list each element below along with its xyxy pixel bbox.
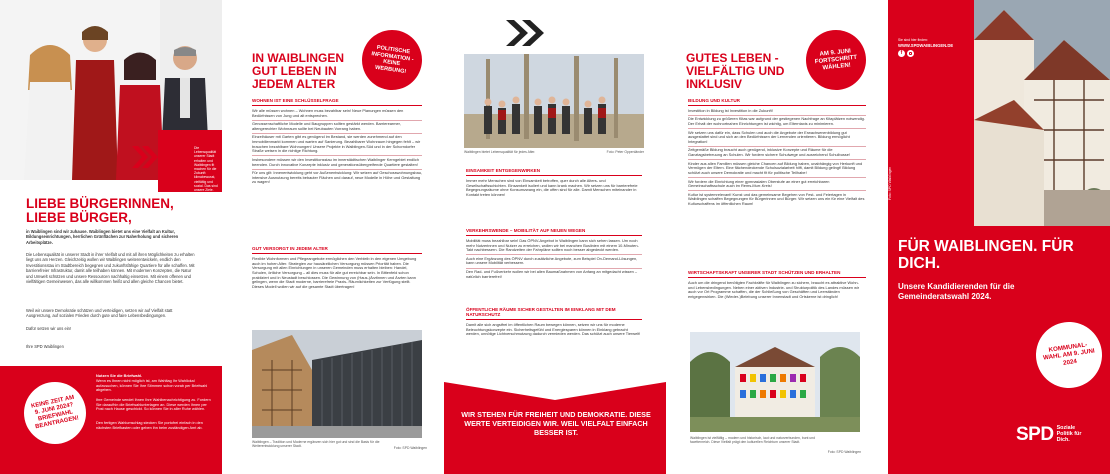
banner-text: WIR STEHEN FÜR FREIHEIT UND DEMOKRATIE. DIESE WERTE VERTEIDIGEN WIR. WEIL VIELFALT EINFACH BESSER IST.	[461, 410, 651, 437]
list-item: Für uns gilt: Innenentwicklung geht vor Außenentwicklung: Wir setzen auf Geschosswohnungsbau, intensive Ausnutzung bereits bebauter Flächen und darauf, neue Modelle in Höhe und Gestaltung zu wagen!	[252, 170, 422, 185]
list-item: Kultur ist systemrelevant! Kunst und das gemeinsame Begehen von Fest- und Feiertagen in Waiblingen schaffen Begegnungen für Bürgerinnen und Bürger. Wir setzen uns ein für eine Vielfalt des Kulturschaffens im öffentlichen Raum!	[688, 191, 865, 207]
briefwahl-box	[0, 366, 222, 474]
spd-logo-tagline: Soziale Politik für Dich.	[1056, 425, 1082, 443]
section-wohnen	[252, 98, 422, 187]
section-einsamkeit	[466, 168, 642, 199]
panel-education	[666, 0, 888, 474]
living-headline: IN WAIBLINGEN GUT LEBEN IN JEDEM ALTER	[252, 51, 344, 91]
list-item: Zeitgemäße Bildung braucht auch genügend, inklusive Konzepte und Räume für die Ganztagsbetreuung an Schulen. Wir fordern sichere Schulwege und ausreichend Schulbusse!	[688, 147, 866, 160]
spd-logo-text: SPD	[1016, 424, 1054, 445]
section-title: ÖFFENTLICHE RÄUME SICHER GESTALTEN IM EINKLANG MIT DEM NATURSCHUTZ	[466, 307, 642, 320]
colorful-building-photo	[690, 332, 860, 432]
info-badge	[358, 26, 426, 94]
list-item: Genossenschaftliche Modelle und Baugruppen sollten gestärkt werden. Barrierearmer, altengerechter Wohnraum sollte bei Neubauten Vorrang haben.	[252, 121, 422, 134]
intro-text: in Waiblingen sind wir zuhause. Waiblingen bietet uns eine Vielfalt an Kultur, Bildungseinrichtungen, herrlichen Grünflächen zur Naherholung und sicheren Arbeitsplätze.	[26, 229, 179, 245]
website-link[interactable]: WWW.SPDWAIBLINGEN.DE	[898, 43, 954, 48]
section-wirtschaft	[688, 270, 866, 301]
signature: Ihre SPD Waiblingen	[26, 344, 64, 349]
list-item: Auch eine Ergänzung des ÖPNV durch zusätzliche Angebote, zum Beispiel On-Demand-Lösungen, kann unsere Mobilität verbessern.	[466, 255, 642, 268]
body-paragraph-3: Dafür setzen wir uns ein!	[26, 326, 72, 331]
section-versorgt	[252, 246, 422, 291]
facebook-icon[interactable]: f	[898, 50, 905, 57]
cover-headline: FÜR WAIBLINGEN. FÜR DICH.	[898, 238, 1074, 272]
vote-badge-text: AM 9. JUNI FORTSCHRITT WÄHLEN!	[814, 47, 858, 71]
info-badge-text: POLITISCHE INFORMATION - KEINE WERBUNG!	[371, 44, 414, 75]
section-text: Flexible Wohnformen und Pflegeangebote ermöglichen den Verbleib in den eigenen Umgebung auch im hohen Alter. Strategien zur hausärztlichen Versorgung müssen Priorität haben. Die Versorgung mit allen Einrichtungen in unseren Gemeinden muss erhalten bleiben: Handel, Schulen, örtliche Versorgung – all dies muss für alle gut erreichbar sein. In Bittenfeld schon praktiziert und in Neustadt beschlossen. Die Gewinnung von (Haus-)Ärztinnen und Ärzten kann gelingen, wenn die Stadt moderne, barrierefreie Praxis- Räumlichkeiten zur Verfügung stellt. Dieses Modell wollen wir auf die gesamte Stadt übertragen!	[252, 255, 417, 290]
body-paragraph-2: Weil wir unsere Demokratie schätzen und verteidigen, setzen wir auf Vielfalt statt Ausgrenzung, auf sozialen Frieden durch gute und faire Lebensbedingungen.	[26, 308, 173, 319]
section-title: VERKEHRSWENDE – MOBILITÄT AUF NEUEN WEGEN	[466, 228, 642, 236]
list-item: Wir alle müssen wohnen – Wohnen muss bezahlbar sein! Neue Planungen müssen den Bedürfnissen von Jung und alt entsprechen.	[252, 108, 422, 121]
briefwahl-badge-text: KEINE ZEIT AM 9. JUNI 2024? BRIEFWAHL BEANTRAGEN!	[30, 394, 80, 431]
section-title: WOHNEN IST EINE SCHLÜSSELFRAGE	[252, 98, 422, 106]
list-item: Mobilität muss bezahlbar sein! Das ÖPNV-Angebot in Waiblingen kann sich sehen lassen. Um noch mehr Nutzerinnen und Nutzer zu erreichen, wollen wir bei manchen Buslinien mit einem 10-Minuten-Takt nachbessern. Die Randzeiten der Fahrpläne sollten noch besser abgedeckt werden.	[466, 238, 642, 256]
election-date-badge	[1032, 318, 1107, 393]
panel-society	[444, 0, 666, 474]
caption-box	[158, 130, 222, 192]
section-text: Auch um die dringend benötigten Fachkräfte für Waiblingen zu sichern, braucht es attraktive Wohn- und Lebensbedingungen. Neben einer aktiven Industrie- und Strukturpolitik des Landes müssen wir auch vor Ort Programme schaffen, die der Schließung von Geschäften und Leerständen entgegenwirken. Die (Wieder-)Belebung unserer Innenstadt und Ortskerne ist dringlich!	[688, 279, 860, 299]
list-item: Insbesondere müssen wir den Investitionsstau im innerstädtischen Waiblinger Kerngebiet endlich beenden. Durch innovative Konzepte inklusiv und generationsübergreifende Quartiere gestalten!	[252, 156, 422, 169]
vertical-photo-credit: Foto: SPD Waiblingen	[888, 166, 892, 200]
vote-badge	[803, 27, 869, 93]
body-paragraph-1: Die Lebensqualität in unserer Stadt in ihrer Vielfalt und mit all ihren Möglichkeiten zu erhalten liegt uns am Herzen. Gleichzeitig wollen wir Waiblingen weiterentwickeln, endlich den Investitionsstau im Stadtbereich begegnen und zukunftsfähige Quartiere für alle schaffen. Mit barrierefreier Infrastruktur, damit alle teilhaben können. Mit modernen Konzepten, die Natur und Umwelt schützen und unsere Ressourcen nachhaltig einsetzen. Mit einem offenen und vielfältigen Gemeinwesen, das alle willkommen heißt und allen gleiche Chancen bietet.	[26, 252, 195, 285]
list-item: Wir setzen uns dafür ein, dass Schulen und auch die Angebote der Erwachsenenbildung gut ausgestattet sind und sich an den Bedürfnissen der Lernenden orientieren. Bildung ermöglicht Integration!	[688, 129, 866, 147]
group-credit: Foto: Peter Oppenländer	[606, 150, 644, 154]
contact-label: Sie sind hier finden:	[898, 38, 928, 42]
building-credit: Foto: SPD Waiblingen	[393, 446, 427, 450]
panel-intro	[0, 0, 222, 474]
section-verkehr	[466, 228, 642, 281]
section-title: WIRTSCHAFTSKRAFT UNSERER STADT SCHÜTZEN UND ERHALTEN	[688, 270, 866, 278]
list-item: Kinder aus allen Familien müssen gleiche Chancen auf Bildung haben, unabhängig von Herkunft und Vermögen der Eltern. Eine flächendeckende Schulsozialarbeit hilft, damit Bildung gelingt! Bildung schützt auch unsere Demokratie und macht fit für politische Teilhabe!	[688, 160, 866, 178]
photo-caption: Die Lebensqualität unserer Stadt erhalten und Waiblingen fit machen für die Zukunft: klimabewusst, vielfältig und sozial. Das sind unsere Ziele.	[194, 146, 218, 192]
chevron-right-icon	[502, 18, 552, 48]
section-text: Damit alle sich angstfrei im öffentlichen Raum bewegen können, setzen wir uns für moderne Beleuchtungskonzepte ein. Sicherheitsgefühl und Energiesparen können in Einklang gebracht werden, unnötige Lichtverschmutzung dadurch vermieden werden. Das schützt auch unsere Tierwelt!	[466, 321, 641, 337]
section-title: GUT VERSORGT IN JEDEM ALTER	[252, 246, 422, 254]
section-raeume	[466, 307, 642, 338]
spd-logo	[1016, 424, 1091, 446]
election-date-text: KOMMUNAL-WAHL AM 9. JUNI 2024	[1042, 341, 1096, 367]
building-photo	[252, 330, 422, 438]
group-photo	[464, 54, 644, 148]
section-bildung	[688, 98, 866, 208]
section-title: BILDUNG UND KULTUR	[688, 98, 866, 106]
section-text: Immer mehr Menschen sind von Einsamkeit betroffen, quer durch alle Alters- und Gesellschaftsschichten. Einsamkeit isoliert und kann krank machen. Wir setzen uns für barrierefreie Begegnungsräume ohne Konsumzwang ein, die offen sind für alle. Damit Menschen miteinander in Kontakt treten können!	[466, 177, 638, 197]
list-item: Einzelhäuser mit Garten gibt es genügend im Bestand, sie werden zunehmend auf den Immobilienmarkt kommen und warten auf Sanierung. Bezahlbarer Wohnraum hingegen fehlt – wir brauchen bezahlbare Wohnungen! Unsere Projekte in Waiblingen-Süd und in der Schorndorfer Straße weisen in die richtige Richtung.	[252, 134, 422, 157]
briefwahl-text-3: Den fertigen Wahlumschlag stecken Sie portofrei einfach in den nächsten Briefkasten oder geben ihn beim zuständigen Amt ab.	[96, 421, 203, 430]
greeting-headline: LIEBE BÜRGERINNEN, LIEBE BÜRGER,	[26, 196, 174, 225]
old-town-photo	[974, 0, 1110, 226]
democracy-banner	[444, 382, 666, 474]
briefwahl-text-1: Wenn es Ihnen nicht möglich ist, am Wahltag Ihr Wahllokal aufzusuchen, können Sie Ihre Stimmen schon vorab per Briefwahl abgeben.	[96, 379, 208, 393]
cover-subtitle: Unsere Kandidierenden für die Gemeinderatswahl 2024.	[898, 282, 1015, 301]
list-item: Den Rad- und Fußverkehr wollen wir bei allen Baumaßnahmen von Anfang an mitgedacht wissen – natürlich barrierefrei!	[466, 268, 638, 279]
briefwahl-heading: Nutzen Sie die Briefwahl.	[96, 373, 143, 378]
chevron-right-icon	[130, 144, 160, 170]
group-caption: Waiblingen bietet Lebensqualität für jedes Alter.	[464, 150, 536, 154]
colorful-credit: Foto: SPD Waiblingen	[827, 450, 861, 454]
building-caption: Waiblingen – Tradition und Moderne ergänzen sich hier gut und sind die Basis für die Weiterentwicklung unserer Stadt.	[252, 440, 380, 448]
colorful-caption: Waiblingen ist vielfältig – modern und historisch, laut und naturverbunden, bunt und facettenreich. Diese Vielfalt prägt den kulturellen Reichtum unserer Stadt.	[690, 436, 816, 444]
briefwahl-text-2: Ihre Gemeinde sendet Ihnen Ihre Wahlbenachrichtigung zu. Fordern Sie daraufhin die Briefwahlunterlagen an. Diese werden Ihnen per Post nach Hause geschickt. So können Sie in aller Ruhe wählen.	[96, 398, 211, 412]
instagram-icon[interactable]	[907, 50, 914, 57]
list-item: Die Entwicklung zu größeren Kitas war aufgrund der gestiegenen Nachfrage an Kitaplätzen notwendig. Der Erhalt der wohnortnahen Einrichtungen ist wichtig, um Elterntaxis zu minimieren.	[688, 116, 866, 129]
panel-cover	[888, 0, 1110, 474]
education-headline: GUTES LEBEN - VIELFÄLTIG UND INKLUSIV	[686, 51, 785, 91]
list-item: Investition in Bildung ist Investition in die Zukunft!	[688, 108, 866, 116]
briefwahl-badge	[18, 376, 92, 450]
list-item: Wir fordern die Einrichtung einer gymnasialen Oberstufe an einer gut erreichbaren Gemeinschaftsschule auch im Rems-Murr-Kreis!	[688, 178, 866, 191]
panel-living	[222, 0, 444, 474]
section-title: EINSAMKEIT ENTGEGENWIRKEN	[466, 168, 642, 176]
